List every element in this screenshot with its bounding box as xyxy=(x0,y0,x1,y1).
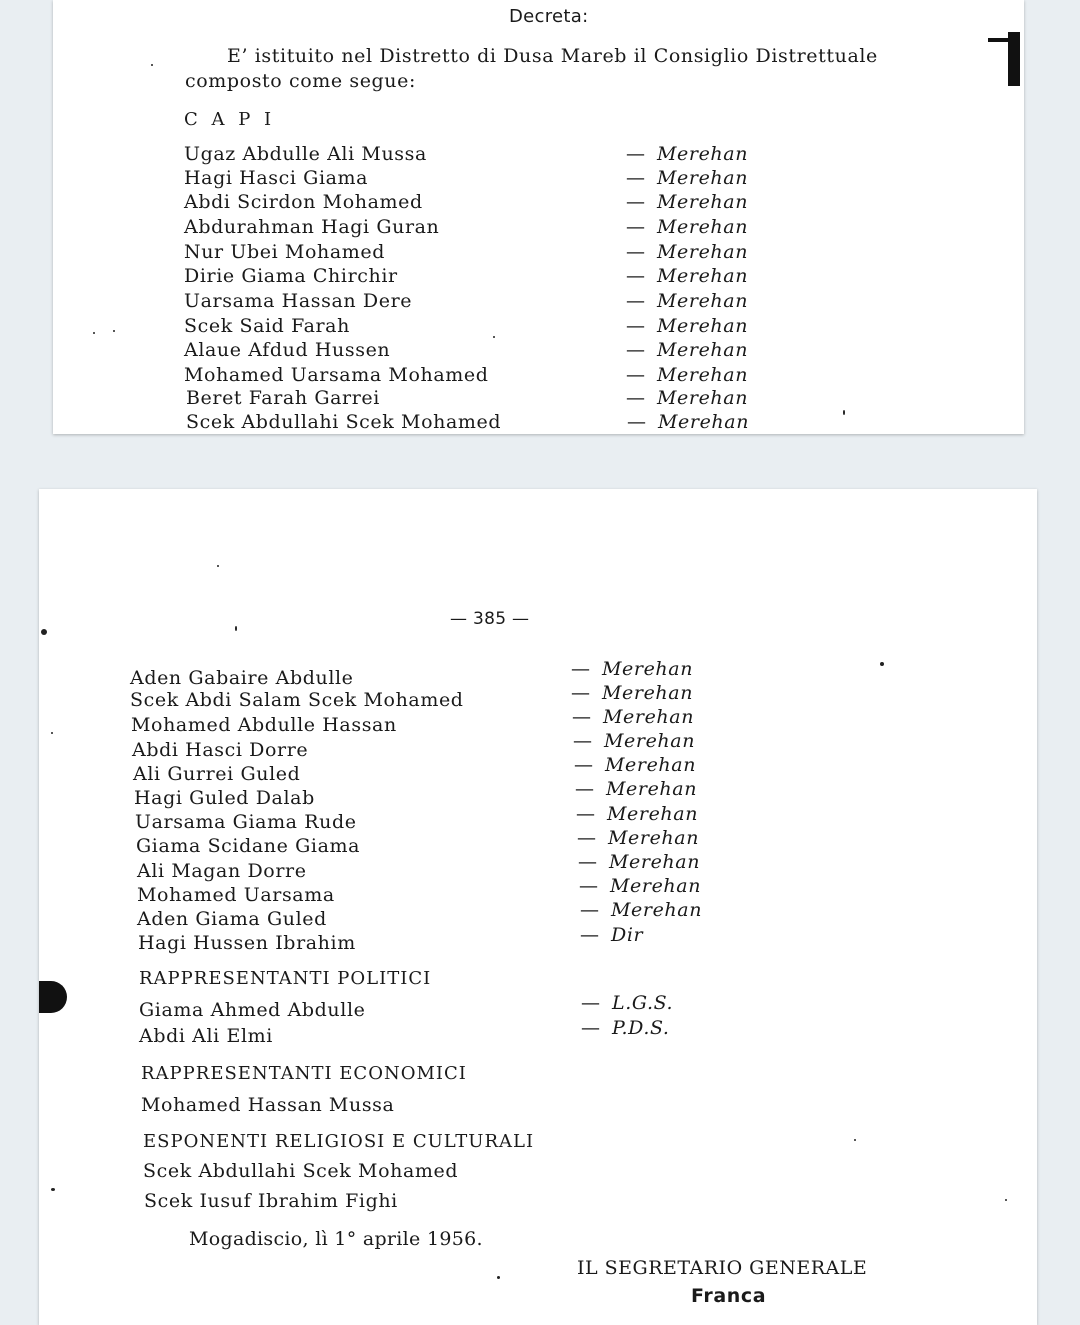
member-name: Scek Abdi Salam Scek Mohamed xyxy=(130,689,464,711)
member-tribe: Merehan xyxy=(658,411,750,433)
signatory-name: Franca xyxy=(691,1285,767,1307)
member-name: Mohamed Hassan Mussa xyxy=(141,1094,395,1116)
scan-speck xyxy=(113,330,115,332)
member-name: Aden Gabaire Abdulle xyxy=(130,667,354,689)
member-tribe: Merehan xyxy=(657,290,749,312)
place-and-date: Mogadiscio, lì 1° aprile 1956. xyxy=(189,1228,483,1250)
document-page-1 xyxy=(53,0,1024,434)
member-tribe: Merehan xyxy=(611,899,703,921)
dash: — xyxy=(580,899,599,921)
dash: — xyxy=(626,216,645,238)
signatory-title: IL SEGRETARIO GENERALE xyxy=(577,1257,868,1279)
member-name: Mohamed Uarsama Mohamed xyxy=(184,364,489,386)
member-tribe: Merehan xyxy=(609,851,701,873)
dash: — xyxy=(578,851,597,873)
dash: — xyxy=(577,827,596,849)
member-tribe: Merehan xyxy=(657,315,749,337)
member-name: Beret Farah Garrei xyxy=(186,387,380,409)
member-tribe: Dir xyxy=(611,924,644,946)
member-name: Scek Iusuf Ibrahim Fighi xyxy=(144,1190,398,1212)
member-tribe: Merehan xyxy=(607,803,699,825)
member-party: P.D.S. xyxy=(612,1017,670,1039)
dash: — xyxy=(573,730,592,752)
section-economici-heading: RAPPRESENTANTI ECONOMICI xyxy=(141,1063,467,1084)
dash: — xyxy=(574,754,593,776)
intro-line-1: E’ istituito nel Distretto di Dusa Mareb il Consiglio Distrettuale xyxy=(227,45,878,67)
member-tribe: Merehan xyxy=(603,706,695,728)
dash: — xyxy=(626,265,645,287)
member-tribe: Merehan xyxy=(608,827,700,849)
dash: — xyxy=(626,290,645,312)
member-tribe: Merehan xyxy=(602,682,694,704)
scan-speck xyxy=(235,626,237,631)
decree-heading: Decreta: xyxy=(509,6,589,27)
member-name: Aden Giama Guled xyxy=(137,908,327,930)
member-name: Giama Scidane Giama xyxy=(136,835,361,857)
member-tribe: Merehan xyxy=(657,167,749,189)
scan-speck xyxy=(151,64,153,66)
dash: — xyxy=(626,387,645,409)
dash: — xyxy=(626,315,645,337)
member-name: Abdi Hasci Dorre xyxy=(132,739,309,761)
member-name: Hagi Hussen Ibrahim xyxy=(138,932,356,954)
scan-speck xyxy=(93,332,95,334)
section-politici-heading: RAPPRESENTANTI POLITICI xyxy=(139,968,432,989)
member-name: Mohamed Uarsama xyxy=(137,884,335,906)
scan-speck xyxy=(843,410,845,415)
member-name: Hagi Guled Dalab xyxy=(134,787,315,809)
member-tribe: Merehan xyxy=(657,143,749,165)
member-name: Uarsama Hassan Dere xyxy=(184,290,413,312)
member-tribe: Merehan xyxy=(606,778,698,800)
scan-speck xyxy=(497,1276,500,1279)
member-name: Scek Said Farah xyxy=(184,315,350,337)
member-name: Dirie Giama Chirchir xyxy=(184,265,398,287)
dash: — xyxy=(571,658,590,680)
member-tribe: Merehan xyxy=(657,265,749,287)
dash: — xyxy=(579,875,598,897)
dash: — xyxy=(572,706,591,728)
member-name: Giama Ahmed Abdulle xyxy=(139,999,366,1021)
member-tribe: Merehan xyxy=(657,364,749,386)
margin-ink-blot xyxy=(39,981,67,1013)
member-tribe: Merehan xyxy=(657,216,749,238)
member-name: Mohamed Abdulle Hassan xyxy=(131,714,397,736)
member-name: Ugaz Abdulle Ali Mussa xyxy=(184,143,427,165)
scan-speck xyxy=(51,732,53,734)
dash: — xyxy=(571,682,590,704)
member-tribe: Merehan xyxy=(610,875,702,897)
scan-speck xyxy=(1005,1199,1007,1201)
member-name: Uarsama Giama Rude xyxy=(135,811,357,833)
margin-bracket-mark xyxy=(1008,32,1020,86)
scan-speck xyxy=(51,1188,55,1191)
dash: — xyxy=(626,143,645,165)
scan-speck xyxy=(217,565,219,567)
member-name: Ali Magan Dorre xyxy=(137,860,307,882)
dash: — xyxy=(626,167,645,189)
member-tribe: Merehan xyxy=(657,387,749,409)
dash: — xyxy=(575,778,594,800)
scan-speck xyxy=(854,1139,856,1141)
member-name: Alaue Afdud Hussen xyxy=(184,339,391,361)
member-name: Abdi Ali Elmi xyxy=(139,1025,273,1047)
dash: — xyxy=(626,241,645,263)
section-capi-heading: C A P I xyxy=(184,109,276,130)
member-name: Hagi Hasci Giama xyxy=(184,167,369,189)
dash: — xyxy=(626,339,645,361)
scan-speck xyxy=(880,662,884,666)
scan-speck xyxy=(493,336,495,338)
member-tribe: Merehan xyxy=(604,730,696,752)
intro-line-2: composto come segue: xyxy=(185,70,416,92)
dash: — xyxy=(626,364,645,386)
member-name: Abdi Scirdon Mohamed xyxy=(184,191,423,213)
member-tribe: Merehan xyxy=(602,658,694,680)
dash: — xyxy=(580,924,599,946)
dash: — xyxy=(576,803,595,825)
member-tribe: Merehan xyxy=(657,191,749,213)
member-party: L.G.S. xyxy=(612,992,674,1014)
dash: — xyxy=(581,1017,600,1039)
dash: — xyxy=(626,191,645,213)
member-name: Ali Gurrei Guled xyxy=(133,763,301,785)
member-name: Scek Abdullahi Scek Mohamed xyxy=(186,411,502,433)
member-tribe: Merehan xyxy=(657,241,749,263)
member-name: Scek Abdullahi Scek Mohamed xyxy=(143,1160,459,1182)
document-page-2 xyxy=(39,489,1037,1325)
dash: — xyxy=(581,992,600,1014)
member-name: Nur Ubei Mohamed xyxy=(184,241,386,263)
member-name: Abdurahman Hagi Guran xyxy=(184,216,440,238)
section-religiosi-heading: ESPONENTI RELIGIOSI E CULTURALI xyxy=(143,1131,535,1152)
page-number: — 385 — xyxy=(450,609,530,629)
dash: — xyxy=(627,411,646,433)
scan-speck xyxy=(41,629,47,635)
member-tribe: Merehan xyxy=(657,339,749,361)
member-tribe: Merehan xyxy=(605,754,697,776)
